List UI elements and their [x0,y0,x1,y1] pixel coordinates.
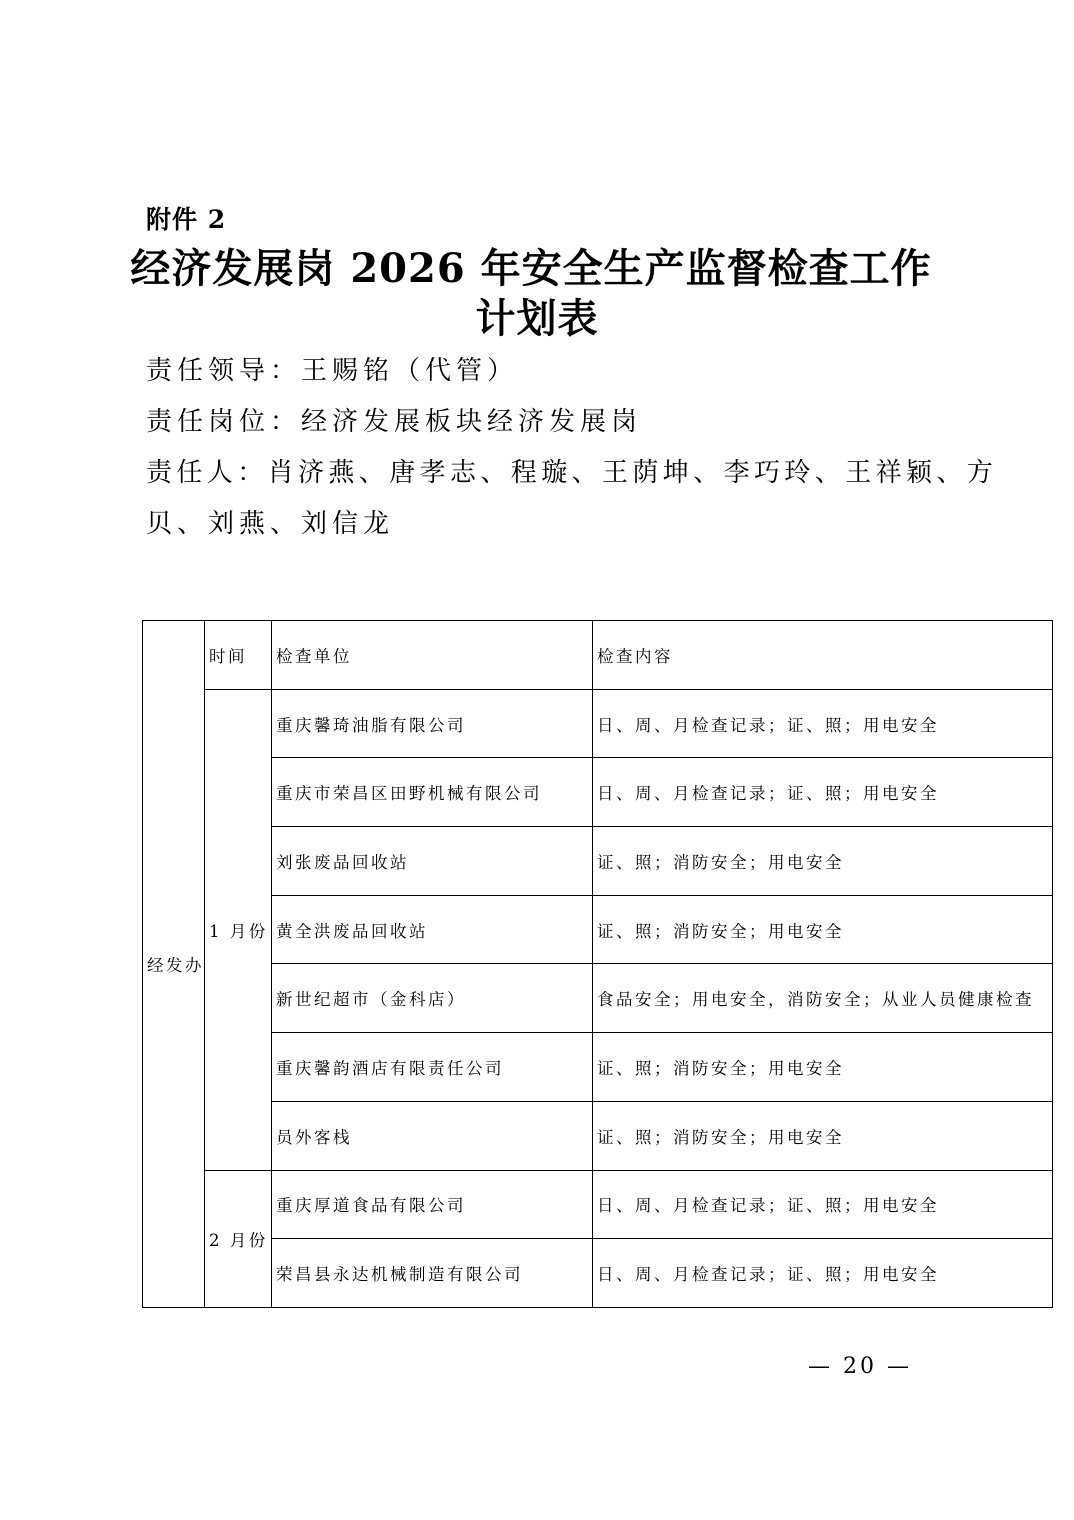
unit-cell: 重庆馨琦油脂有限公司 [272,689,593,758]
page-number: — 20 — [808,1354,912,1379]
month-cell: 1 月份 [205,689,272,1170]
table-row [143,758,1053,827]
table-row [143,964,1053,1033]
content-cell: 日、周、月检查记录；证、照；用电安全 [593,689,1053,758]
month-cell: 2 月份 [205,1170,272,1307]
unit-cell: 刘张废品回收站 [272,827,593,896]
table-header-row [143,621,1053,690]
responsible-leader: 责任领导：王赐铭（代管） [146,356,519,386]
table-row [143,1239,1053,1308]
unit-cell: 重庆市荣昌区田野机械有限公司 [272,758,593,827]
content-cell: 日、周、月检查记录；证、照；用电安全 [593,758,1053,827]
department-cell: 经发办 [143,621,205,1308]
unit-cell: 重庆厚道食品有限公司 [272,1170,593,1239]
content-cell: 证、照；消防安全；用电安全 [593,1101,1053,1170]
header-time: 时间 [205,621,272,690]
content-cell: 证、照；消防安全；用电安全 [593,827,1053,896]
table-row [143,1101,1053,1170]
unit-cell: 员外客栈 [272,1101,593,1170]
unit-cell: 新世纪超市（金科店） [272,964,593,1033]
header-unit: 检查单位 [272,621,593,690]
responsible-post: 责任岗位：经济发展板块经济发展岗 [146,407,643,437]
table-row [143,689,1053,758]
inspection-plan-table [142,620,1053,1308]
document-title-line1: 经济发展岗 2026 年安全生产监督检查工作 [130,245,932,292]
table-row [143,895,1053,964]
unit-cell: 重庆馨韵酒店有限责任公司 [272,1033,593,1102]
content-cell: 证、照；消防安全；用电安全 [593,895,1053,964]
responsible-persons-line1: 责任人：肖济燕、唐孝志、程璇、王荫坤、李巧玲、王祥颖、方 [146,458,998,488]
content-cell: 食品安全；用电安全，消防安全；从业人员健康检查 [593,964,1053,1033]
document-title-line2: 计划表 [475,295,599,342]
content-cell: 证、照；消防安全；用电安全 [593,1033,1053,1102]
responsible-persons-line2: 贝、刘燕、刘信龙 [146,509,395,539]
table-row [143,1170,1053,1239]
content-cell: 日、周、月检查记录；证、照；用电安全 [593,1170,1053,1239]
table-row [143,1033,1053,1102]
unit-cell: 黄全洪废品回收站 [272,895,593,964]
unit-cell: 荣昌县永达机械制造有限公司 [272,1239,593,1308]
attachment-label: 附件 2 [146,205,227,234]
header-content: 检查内容 [593,621,1053,690]
table-row [143,827,1053,896]
content-cell: 日、周、月检查记录；证、照；用电安全 [593,1239,1053,1308]
